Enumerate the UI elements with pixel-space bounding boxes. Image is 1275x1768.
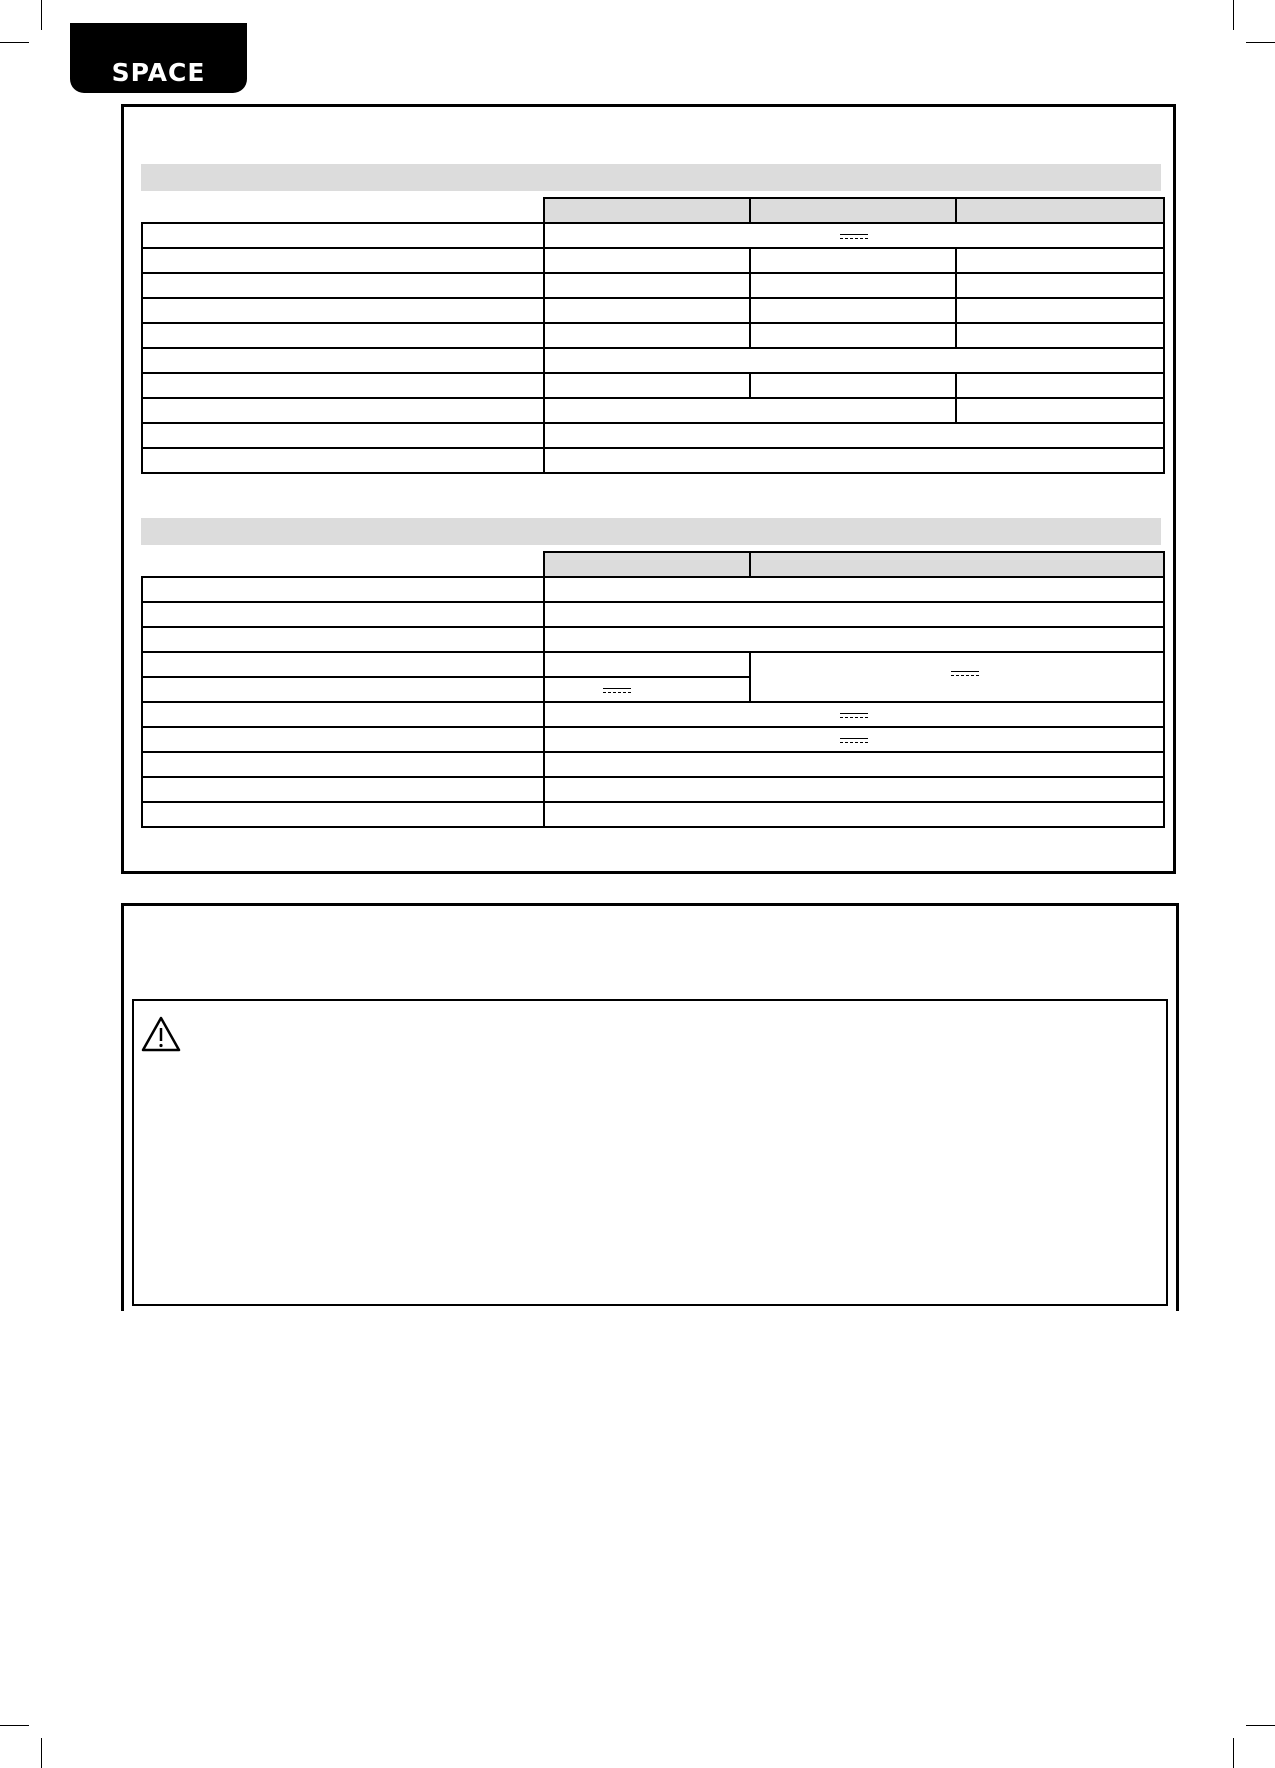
row-label [142,577,544,602]
row-label [142,677,544,702]
table-cell [544,652,750,677]
table-row [142,448,1164,473]
table-row [142,552,1164,577]
row-label [142,802,544,827]
table-row [142,423,1164,448]
dc-symbol-icon [951,670,979,678]
table-cell [956,298,1164,323]
table-cell [544,348,1164,373]
brand-label: SPACE [111,58,206,87]
table-cell [750,373,956,398]
table-cell [544,727,1164,752]
table-cell [544,752,1164,777]
column-header [750,552,1164,577]
spec-table-2 [141,551,1165,828]
row-label [142,298,544,323]
table-cell [750,652,1164,702]
table-cell [544,323,750,348]
table-row [142,248,1164,273]
table-row [142,373,1164,398]
section-band-2 [141,518,1161,545]
row-label [142,223,544,248]
table-cell [750,273,956,298]
row-label [142,752,544,777]
table-cell [142,198,544,223]
table-cell [544,577,1164,602]
row-label [142,323,544,348]
section-band-1 [141,164,1161,191]
crop-mark [1246,1725,1275,1726]
table-cell [544,777,1164,802]
table-row [142,627,1164,652]
table-cell [544,602,1164,627]
table-row [142,577,1164,602]
warning-box [121,903,1179,1311]
crop-mark [1233,1738,1234,1768]
crop-mark [41,0,42,30]
row-label [142,652,544,677]
row-label [142,777,544,802]
table-cell [544,802,1164,827]
table-cell [750,298,956,323]
table-row [142,348,1164,373]
table-row [142,802,1164,827]
row-label [142,373,544,398]
warning-inner-panel [132,999,1168,1306]
table-row [142,602,1164,627]
brand-tab [70,23,247,93]
row-label [142,602,544,627]
table-cell [544,448,1164,473]
crop-mark [1246,42,1275,43]
row-label [142,398,544,423]
table-cell [750,323,956,348]
table-cell [544,298,750,323]
warning-triangle-icon [140,1015,182,1053]
row-label [142,727,544,752]
column-header [956,198,1164,223]
table-row [142,298,1164,323]
row-label [142,448,544,473]
row-label [142,348,544,373]
table-cell [956,323,1164,348]
table-row [142,198,1164,223]
table-cell [544,223,1164,248]
table-row [142,223,1164,248]
table-cell [544,677,750,702]
table-row [142,702,1164,727]
table-cell [544,273,750,298]
table-cell [956,398,1164,423]
crop-mark [1233,0,1234,30]
crop-mark [41,1738,42,1768]
dc-symbol-icon [840,737,868,745]
table-cell [142,552,544,577]
table-row [142,777,1164,802]
row-label [142,702,544,727]
table-cell [544,248,750,273]
table-cell [750,248,956,273]
dc-symbol-icon [840,712,868,720]
table-cell [544,423,1164,448]
row-label [142,248,544,273]
table-cell [544,398,956,423]
crop-mark [0,42,29,43]
table-cell [544,702,1164,727]
column-header [750,198,956,223]
column-header [544,552,750,577]
table-cell [956,273,1164,298]
table-row [142,273,1164,298]
table-cell [544,627,1164,652]
table-row [142,323,1164,348]
column-header [544,198,750,223]
dc-symbol-icon [603,687,631,695]
table-row [142,752,1164,777]
dc-symbol-icon [840,233,868,241]
table-cell [956,373,1164,398]
table-cell [956,248,1164,273]
spec-table-1 [141,197,1165,474]
row-label [142,273,544,298]
specifications-box [121,104,1176,874]
table-cell [544,373,750,398]
table-row [142,652,1164,677]
crop-mark [0,1725,29,1726]
table-row [142,398,1164,423]
row-label [142,627,544,652]
table-row [142,727,1164,752]
row-label [142,423,544,448]
